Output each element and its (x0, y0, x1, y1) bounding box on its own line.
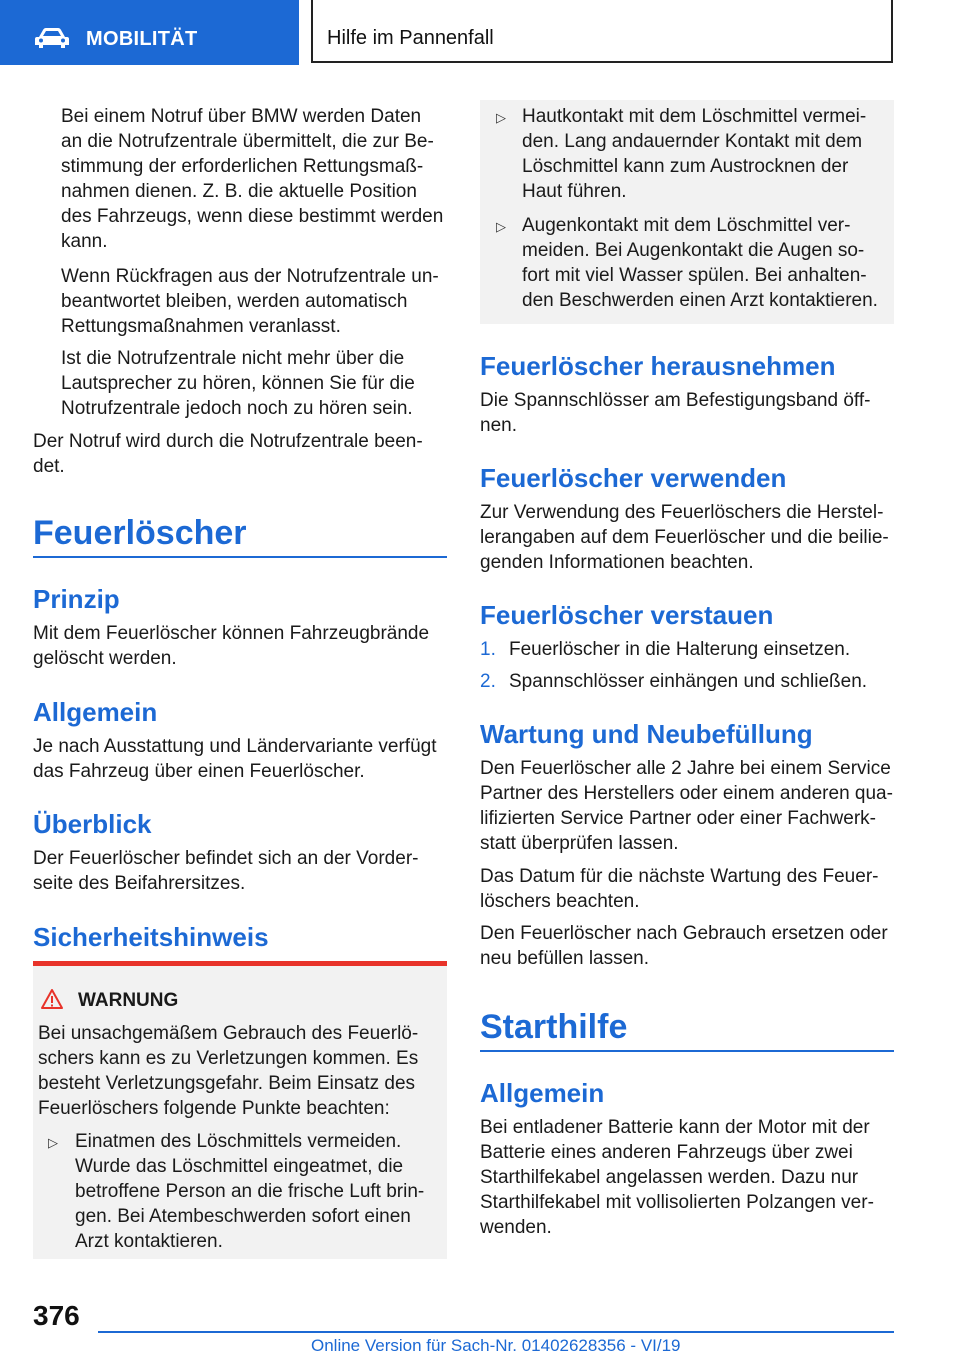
footer-text: Online Version für Sach-Nr. 01402628356 - VI/19 (311, 1336, 681, 1355)
warning-label: WARNUNG (78, 990, 179, 1011)
step-number: 2. (480, 671, 496, 692)
chapter-header (311, 0, 893, 63)
heading-allgemein: Allgemein (33, 697, 158, 727)
heading-feuerloescher: Feuerlöscher (33, 514, 247, 552)
section-tab (0, 0, 299, 65)
heading-verstauen: Feuerlöscher verstauen (480, 600, 774, 630)
paragraph: Mit dem Feuerlöscher können Fahrzeugbrände gelöscht werden. (33, 623, 430, 669)
heading-herausnehmen: Feuerlöscher herausnehmen (480, 351, 836, 381)
warning-bar (33, 961, 447, 966)
paragraph: Den Feuerlöscher alle 2 Jahre bei einem Service Partner des Herstellers oder einem anderen qua- lifizierten Service Partner oder einer Fachwerk- statt überprüfen lassen. (480, 758, 893, 854)
heading-sicherheitshinweis: Sicherheitshinweis (33, 922, 269, 952)
paragraph: Der Feuerlöscher befindet sich an der Vorder- seite des Beifahrersitzes. (33, 848, 419, 894)
step-text: Spannschlösser einhängen und schließen. (509, 671, 868, 692)
paragraph: Der Notruf wird durch die Notrufzentrale been- det. (33, 431, 423, 477)
heading-allgemein-starthilfe: Allgemein (480, 1078, 605, 1108)
paragraph: Das Datum für die nächste Wartung des Feuer- löschers beachten. (480, 866, 879, 912)
list-item: Einatmen des Löschmittels vermeiden. Wurde das Löschmittel eingeatmet, die betroffene Person an die frische Luft brin- gen. Bei Atembeschwerden sofort einen Arzt kontaktieren. (75, 1131, 425, 1252)
indent-paragraph: Ist die Notrufzentrale nicht mehr über die Lautsprecher zu hören, können Sie für die Notrufzentrale jedoch noch zu hören sein. (61, 348, 415, 419)
step-text: Feuerlöscher in die Halterung einsetzen. (509, 639, 851, 660)
bullet-triangle-icon: ▷ (496, 219, 506, 234)
heading-starthilfe: Starthilfe (480, 1008, 628, 1046)
warning-text: Bei unsachgemäßem Gebrauch des Feuerlö- schers kann es zu Verletzungen kommen. Es besteht Verletzungsgefahr. Beim Einsatz des Feuerlöschers folgende Punkte beachten: (38, 1023, 419, 1119)
indent-paragraph: Bei einem Notruf über BMW werden Daten an die Notrufzentrale übermittelt, die zur Be- stimmung der erforderlichen Rettungsmaß- nahmen dienen. Z. B. die aktuelle Position des Fahrzeugs, wenn diese bestimmt werden kann. (61, 106, 444, 252)
step-number: 1. (480, 639, 496, 660)
heading-ueberblick: Überblick (33, 809, 152, 839)
chapter-title: Hilfe im Pannenfall (327, 27, 494, 49)
heading-prinzip: Prinzip (33, 584, 120, 614)
heading-rule (480, 1050, 894, 1052)
paragraph: Die Spannschlösser am Befestigungsband öff- nen. (480, 390, 871, 436)
car-icon (34, 27, 70, 49)
heading-verwenden: Feuerlöscher verwenden (480, 463, 787, 493)
list-item: Hautkontakt mit dem Löschmittel vermei- den. Lang andauernder Kontakt mit dem Löschmittel kann zum Austrocknen der Haut führen. (522, 106, 867, 202)
warning-triangle-icon (40, 988, 64, 1010)
paragraph: Bei entladener Batterie kann der Motor mit der Batterie eines anderen Fahrzeugs über zwei Starthilfekabel angelassen werden. Dazu nur Starthilfekabel mit vollisolierten Polzangen ver- wenden. (480, 1117, 874, 1238)
list-item: Augenkontakt mit dem Löschmittel ver- meiden. Bei Augenkontakt die Augen so- fort mit viel Wasser spülen. Bei anhalten- den Beschwerden einen Arzt kontaktieren. (522, 215, 878, 311)
heading-wartung: Wartung und Neubefüllung (480, 719, 813, 749)
paragraph: Den Feuerlöscher nach Gebrauch ersetzen oder neu befüllen lassen. (480, 923, 888, 969)
bullet-triangle-icon: ▷ (496, 110, 506, 125)
page-number: 376 (33, 1300, 80, 1331)
section-label: MOBILITÄT (86, 28, 198, 50)
bullet-triangle-icon: ▷ (48, 1135, 58, 1150)
paragraph: Zur Verwendung des Feuerlöschers die Herstel- lerangaben auf dem Feuerlöscher und die beilie- genden Informationen beachten. (480, 502, 889, 573)
footer-rule (98, 1331, 894, 1333)
indent-paragraph: Wenn Rückfragen aus der Notrufzentrale un- beantwortet bleiben, werden automatisch Rettungsmaßnahmen veranlasst. (61, 266, 439, 337)
heading-rule (33, 556, 447, 558)
paragraph: Je nach Ausstattung und Ländervariante verfügt das Fahrzeug über einen Feuerlöscher. (33, 736, 437, 782)
